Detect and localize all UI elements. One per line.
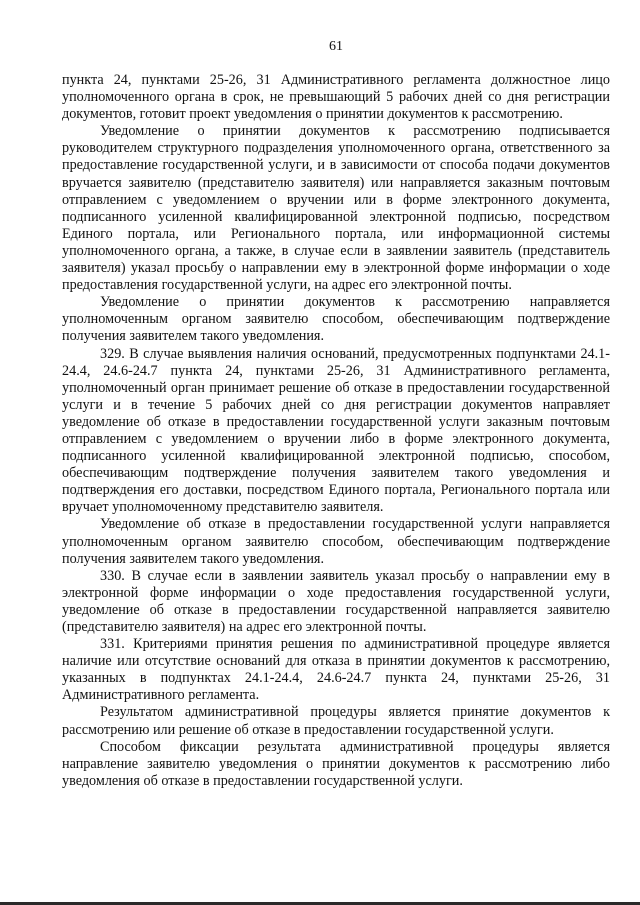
page-number: 61 [329, 39, 343, 54]
paragraph-330: 330. В случае если в заявлении заявитель указал просьбу о направлении ему в электронной форме информации о ходе предоставления государственной услуги, уведомление об отказе в предоставлении государственной направляется заявителю (представителю заявителя) на адрес его электронной почты. [62, 567, 610, 635]
paragraph-refusal-notice: Уведомление об отказе в предоставлении государственной услуги направляется уполномоченным органом заявителю способом, обеспечивающим подтверждение получения заявителем такого уведомления. [62, 516, 610, 567]
paragraph-331: 331. Критериями принятия решения по административной процедуре является наличие или отсутствие оснований для отказа в принятии документов к рассмотрению, указанных в подпунктах 24.1-24.4, 24.6-24.7 пункта 24, пунктами 25-26, 31 Административного регламента. [62, 636, 610, 704]
paragraph-fixation: Способом фиксации результата административной процедуры является направление заявителю уведомления о принятии документов к рассмотрению либо уведомления об отказе в предоставлении государственной услуги. [62, 738, 610, 789]
paragraph-329: 329. В случае выявления наличия оснований, предусмотренных подпунктами 24.1-24.4, 24.6-24.7 пункта 24, пунктами 25-26, 31 Административного регламента, уполномоченный орган принимает решение об отказе в предоставлении государственной услуги и в течение 5 рабочих дней со дня регистрации документов направляет уведомление об отказе в предоставлении государственной услуги заказным почтовым отправлением с уведомлением о вручении либо в форме электронного документа, подписанного усиленной квалифицированной электронной подписью, способом, обеспечивающим подтверждение получения заявителем такого уведомления и подтверждения его доставки, посредством Единого портала, Регионального портала или вручает уполномоченному представителю заявителя. [62, 345, 610, 516]
paragraph-notice-signing: Уведомление о принятии документов к рассмотрению подписывается руководителем структурного подразделения уполномоченного органа, ответственного за предоставление государственной услуги, и в зависимости от способа подачи документов вручается заявителю (представителю заявителя) или направляется заказным почтовым отправлением с уведомлением о вручении или в форме электронного документа, подписанного усиленной квалифицированной электронной подписью, посредством Единого портала, или Регионального портала, или информационной системы уполномоченного органа, а также, в случае если в заявлении заявитель (представитель заявителя) указал просьбу о направлении ему в электронной форме информации о ходе предоставления государственной услуги, на адрес его электронной почты. [62, 123, 610, 294]
paragraph-result: Результатом административной процедуры является принятие документов к рассмотрению или решение об отказе в предоставлении государственной услуги. [62, 704, 610, 738]
paragraph-notice-delivery: Уведомление о принятии документов к рассмотрению направляется уполномоченным органом заявителю способом, обеспечивающим подтверждение получения заявителем такого уведомления. [62, 294, 610, 345]
paragraph-continuation: пункта 24, пунктами 25-26, 31 Административного регламента должностное лицо уполномоченного органа в срок, не превышающий 5 рабочих дней со дня регистрации документов, готовит проект уведомления о принятии документов к рассмотрению. [62, 72, 610, 123]
